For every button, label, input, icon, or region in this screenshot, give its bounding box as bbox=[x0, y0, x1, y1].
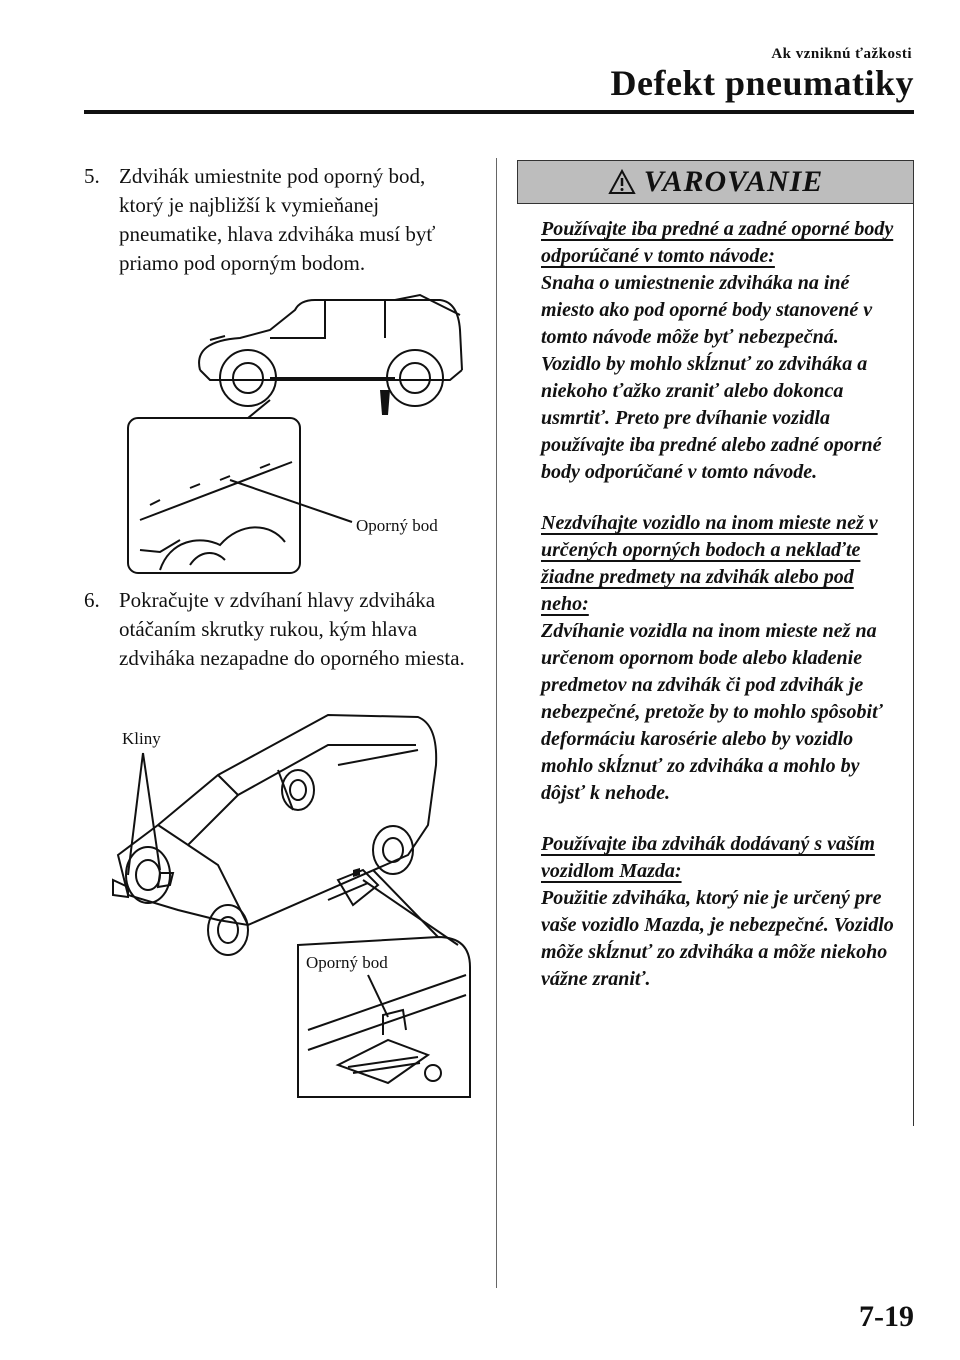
step-text: Pokračujte v zdvíhaní hlavy zdviháka otáčaním skrutky rukou, kým hlava zdviháka nezapadne do oporného miesta. bbox=[119, 588, 465, 670]
warning-section bbox=[541, 831, 903, 993]
warning-triangle-icon bbox=[608, 169, 636, 195]
car-perspective-illustration bbox=[98, 705, 478, 1105]
warning-text: Zdvíhanie vozidla na inom mieste než na určenom opornom bode alebo kladenie predmetov na zdvihák či pod zdvihák je nebezpečné, pretože by to mohlo spôsobiť deformáciu karosérie alebo by vozidlo mohlo skĺznuť zo zdviháka a mohlo by dôjsť k nehode. bbox=[541, 620, 883, 804]
figure-wedges-and-jack bbox=[98, 705, 478, 1105]
warning-section bbox=[541, 216, 903, 486]
figure-support-point-side bbox=[120, 290, 480, 590]
warning-heading: Nezdvíhajte vozidlo na inom mieste než v určených oporných bodoch a neklaďte žiadne predmety na zdvihák alebo pod neho: bbox=[541, 512, 878, 615]
wedges-label: Kliny bbox=[122, 729, 161, 748]
step-number: 6. bbox=[84, 588, 100, 612]
warning-header bbox=[517, 160, 914, 204]
car-side-illustration bbox=[120, 290, 480, 590]
warning-heading: Používajte iba zdvihák dodávaný s vaším vozidlom Mazda: bbox=[541, 833, 875, 882]
page-number: 7-19 bbox=[859, 1300, 914, 1333]
section-subtitle: Ak vzniknú ťažkosti bbox=[771, 46, 912, 62]
warning-heading: Používajte iba predné a zadné oporné body odporúčané v tomto návode: bbox=[541, 218, 894, 267]
support-point-label: Oporný bod bbox=[356, 516, 438, 535]
warning-body bbox=[541, 216, 903, 1017]
warning-box bbox=[517, 160, 914, 1126]
warning-text: Použitie zdviháka, ktorý nie je určený pre vaše vozidlo Mazda, je nebezpečné. Vozidlo môže skĺznuť zo zdviháka a môže niekoho vážne zraniť. bbox=[541, 887, 894, 990]
warning-section bbox=[541, 510, 903, 807]
column-divider bbox=[496, 158, 497, 1288]
page-title: Defekt pneumatiky bbox=[610, 63, 914, 103]
warning-text: Snaha o umiestnenie zdviháka na iné miesto ako pod oporné body stanovené v tomto návode môže byť nebezpečná. Vozidlo by mohlo skĺznuť zo zdviháka a niekoho ťažko zraniť alebo dokonca usmrtiť. Preto pre dvíhanie vozidla používajte iba predné alebo zadné oporné body odporúčané v tomto návode. bbox=[541, 272, 882, 483]
support-point-label: Oporný bod bbox=[306, 953, 388, 972]
step-6 bbox=[84, 586, 474, 673]
step-5 bbox=[84, 162, 474, 278]
header-rule bbox=[84, 110, 914, 114]
warning-title: VAROVANIE bbox=[643, 165, 824, 198]
step-text: Zdvihák umiestnite pod oporný bod, ktorý je najbližší k vymieňanej pneumatike, hlava zdviháka musí byť priamo pod oporným bodom. bbox=[119, 164, 436, 275]
step-number: 5. bbox=[84, 164, 100, 188]
